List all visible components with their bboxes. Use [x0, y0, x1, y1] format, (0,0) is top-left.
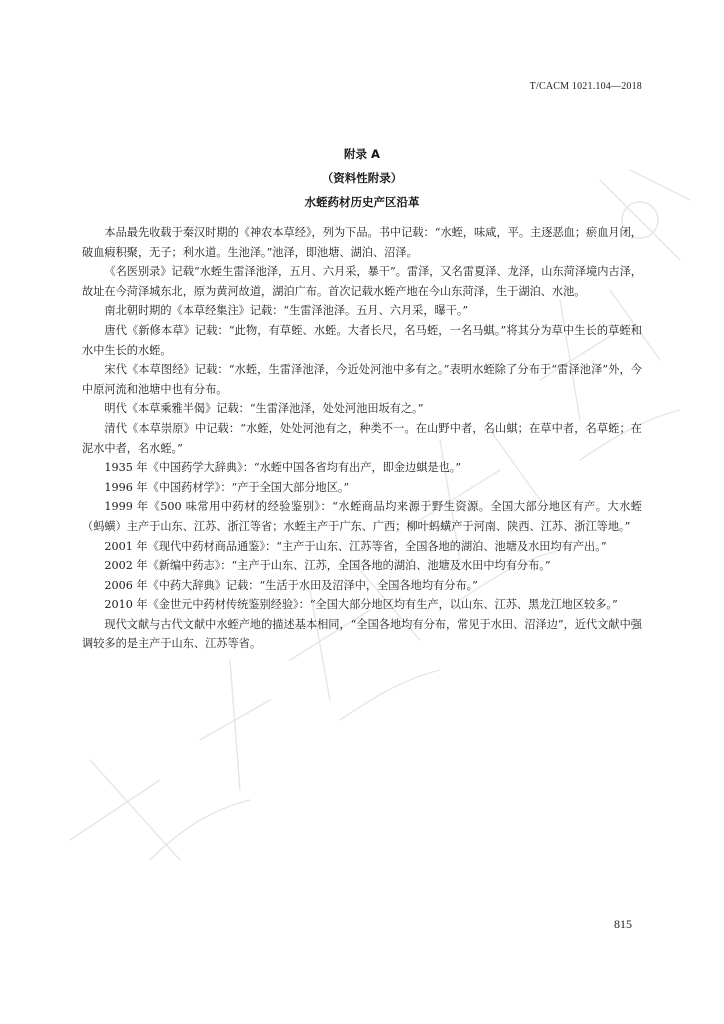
appendix-type: （资料性附录） [321, 171, 403, 185]
appendix-subtitle: 水蛭药材历史产区沿革 [304, 195, 420, 209]
paragraph: 宋代《本草图经》记载：“水蛭，生雷泽池泽，今近处河池中多有之。”表明水蛭除了分布于“雷泽池泽”外，今中原河流和池塘中也有分布。 [82, 363, 642, 396]
paragraph: 南北朝时期的《本草经集注》记载：“生雷泽池泽。五月、六月采，曝干。” [104, 304, 469, 318]
paragraph: 1999 年《500 味常用中药材的经验鉴别》：“水蛭商品均来源于野生资源。全国大部分地区有产。大水蛭（蚂蟥）主产于山东、江苏、浙江等省；水蛭主产于广东、广西；柳叶蚂蟥产于河南、陕西、江苏、浙江等地。” [82, 500, 642, 533]
body-text [82, 223, 642, 654]
paragraph: 《名医别录》记载“水蛭生雷泽池泽，五月、六月采，暴干”。雷泽，又名雷夏泽、龙泽，山东菏泽境内古泽，故址在今菏泽城东北，原为黄河故道，湖泊广布。首次记载水蛭产地在今山东菏泽，生于湖泊、水池。 [82, 265, 642, 298]
paragraph: 2001 年《现代中药材商品通鉴》：“主产于山东、江苏等省，全国各地的湖泊、池塘及水田均有产出。” [104, 539, 607, 553]
paragraph: 2010 年《金世元中药材传统鉴别经验》：“全国大部分地区均有生产，以山东、江苏、黑龙江地区较多。” [104, 598, 618, 612]
paragraph: 2006 年《中药大辞典》记载：“生活于水田及沼泽中，全国各地均有分布。” [104, 578, 478, 592]
paragraph: 明代《本草乘雅半偈》记载：“生雷泽池泽，处处河池田坂有之。” [104, 402, 424, 416]
page-number: 815 [614, 917, 632, 931]
paragraph: 现代文献与古代文献中水蛭产地的描述基本相同，“全国各地均有分布，常见于水田、沼泽边”，近代文献中强调较多的是主产于山东、江苏等省。 [82, 617, 642, 651]
paragraph: 唐代《新修本草》记载：“此物，有草蛭、水蛭。大者长尺，名马蛭，一名马蜞。”将其分为草中生长的草蛭和水中生长的水蛭。 [82, 323, 642, 357]
paragraph: 1996 年《中国药材学》：“产于全国大部分地区。” [104, 480, 350, 494]
paragraph: 清代《本草崇原》中记载：“水蛭，处处河池有之，种类不一。在山野中者，名山蜞；在草中者，名草蛭；在泥水中者，名水蛭。” [82, 421, 642, 455]
appendix-title: 附录 A [344, 147, 380, 161]
paragraph: 本品最先收载于秦汉时期的《神农本草经》，列为下品。书中记载：“水蛭，味咸，平。主逐恶血；瘀血月闭，破血瘕积聚，无子；利水道。生池泽。”池泽，即池塘、湖泊、沼泽。 [82, 226, 642, 259]
paragraph: 1935 年《中国药学大辞典》：“水蛭中国各省均有出产，即金边蜞是也。” [104, 461, 462, 475]
standard-number: T/CACM 1021.104—2018 [529, 81, 642, 92]
paragraph: 2002 年《新编中药志》：“主产于山东、江苏，全国各地的湖泊、池塘及水田中均有分布。” [104, 559, 551, 573]
